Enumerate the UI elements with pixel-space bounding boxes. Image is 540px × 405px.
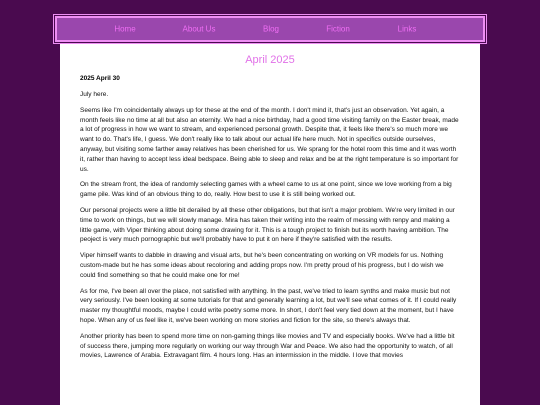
blog-post-content <box>60 44 480 405</box>
post-paragraph: Another priority has been to spend more time on non-gaming things like movies and TV and especially books. We've had a little bit of success there, jumping more regularly on working our way through War and Peace. We also had the opportunity to watch, of all movies, Lawrence of Arabia. Extravagant film. 4 hours long. Has an intermission in the middle. I love that movies <box>80 332 455 360</box>
nav-link-about-us[interactable]: About Us <box>182 24 216 34</box>
post-date: 2025 April 30 <box>80 75 120 82</box>
post-paragraph: On the stream front, the idea of randomly selecting games with a wheel came to us at one point, since we love working from a big game pile. Was kind of an obvious thing to do, really. How best to use it is still being worked out. <box>80 181 452 199</box>
nav-link-home[interactable]: Home <box>114 24 136 34</box>
post-paragraph: Our personal projects were a little bit derailed by all these other obligations, but that isn't a major problem. We're very limited in our time to work on things, but we will slowly manage. Mira has taken their writing into the realm of messing with renpy and making a little game, with Viper thinking about doing some drawing for it. This is a tough project to finish but its worth having ambition. The peoject is very much pornographic but we'll probably have to put it on here if they're satisfied with the results. <box>80 206 455 244</box>
nav-link-fiction[interactable]: Fiction <box>326 24 350 34</box>
nav-link-links[interactable]: Links <box>397 24 417 34</box>
post-title: April 2025 <box>245 54 295 66</box>
post-paragraph: Viper himself wants to dabble in drawing and visual arts, but he's been concentrating on working on VR models for us. Nothing custom-made but he has some ideas about recoloring and adding props now. I'm pretty proud of his progress, but I do wish we could find something so that he could make one for me! <box>80 252 444 279</box>
post-paragraph: July here. <box>80 91 109 98</box>
post-paragraph: As for me, I've been all over the place, not satisfied with anything. In the past, we've tried to learn synths and make music but not very seriously. I've been looking at some tutorials for that and generally learning a lot, but we'll see what comes of it. If I could really master my thoughtful moods, maybe I could write poetry some more. In short, I don't feel very tied down at the moment, but I have hope. When any of us feel like it, we've been working on more stories and fiction for the site, so there's always that. <box>80 287 457 324</box>
top-navigation-bar <box>55 16 485 42</box>
post-paragraph: Seems like I'm coincidentally always up for these at the end of the month. I don't mind it, that's just an observation. Yet again, a month feels like no time at all but also an eternity. We had a nice birthday, had a good time visiting family on the Easter break, made a lot of progress in how we want to stream, and experienced personal growth. Despite that, it feels like there's so much more we want to do. That's life, I guess. We don't really like to talk about our actual life here much. Not in specifics outside ourselves, anyway, but visiting some farther away relatives has been cherished for us. We sprang for the hotel room this time and it was worth it, rather than having to accept less ideal bedspace. Being able to sleep and relax and be at the right temperature is so important for us. <box>80 106 459 173</box>
nav-link-blog[interactable]: Blog <box>262 24 280 34</box>
